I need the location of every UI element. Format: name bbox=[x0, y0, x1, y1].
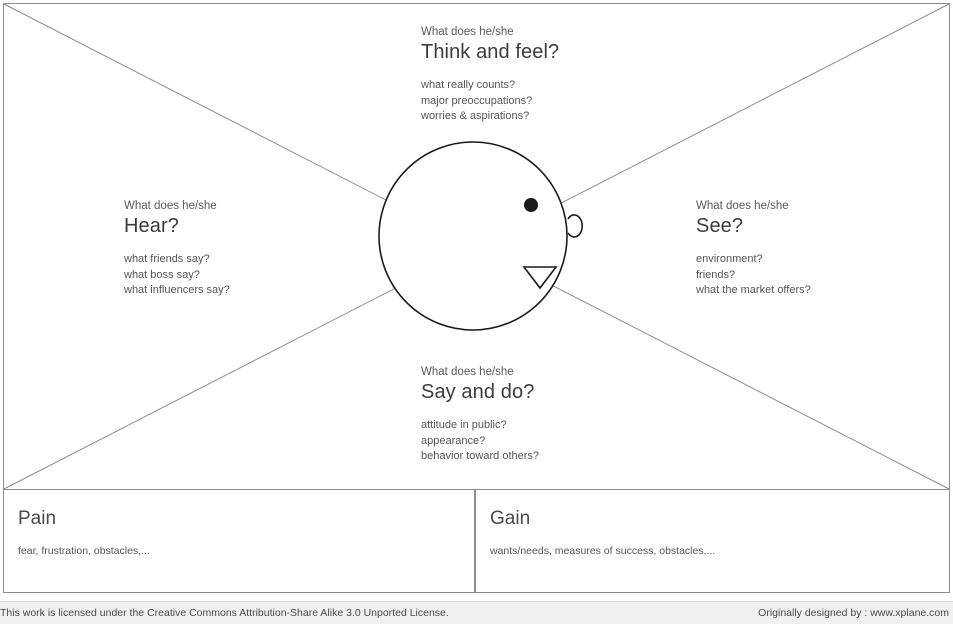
pain-title: Pain bbox=[18, 508, 57, 529]
quadrant-title: Hear? bbox=[124, 215, 179, 238]
prompt-line: what influencers say? bbox=[124, 283, 230, 296]
prompt-line: worries & aspirations? bbox=[421, 109, 530, 122]
quadrant-kicker: What does he/she bbox=[421, 366, 514, 378]
prompt-line: what friends say? bbox=[124, 253, 210, 266]
license-text: This work is licensed under the Creative Commons Attribution-Share Alike 3.0 Unported License. bbox=[0, 607, 449, 619]
prompt-line: what really counts? bbox=[421, 79, 516, 92]
gain-subtitle: wants/needs, measures of success, obstacles,... bbox=[490, 545, 716, 557]
quadrant-see bbox=[696, 199, 811, 298]
quadrant-title: See? bbox=[696, 215, 744, 238]
prompt-line: friends? bbox=[696, 268, 736, 281]
prompt-line: environment? bbox=[696, 253, 763, 266]
quadrant-prompts bbox=[696, 252, 811, 298]
quadrant-title: Say and do? bbox=[421, 381, 535, 404]
pain-box bbox=[3, 489, 475, 593]
quadrant-hear bbox=[124, 199, 230, 298]
quadrant-kicker: What does he/she bbox=[124, 200, 217, 212]
prompt-line: what boss say? bbox=[124, 268, 200, 281]
quadrant-prompts bbox=[421, 78, 559, 124]
credit-text: Originally designed by : www.xplane.com bbox=[758, 607, 949, 619]
quadrant-kicker: What does he/she bbox=[421, 26, 514, 38]
prompt-line: what the market offers? bbox=[696, 283, 811, 296]
prompt-line: attitude in public? bbox=[421, 419, 507, 432]
quadrant-prompts bbox=[421, 418, 539, 464]
prompt-line: appearance? bbox=[421, 434, 486, 447]
pain-subtitle: fear, frustration, obstacles,... bbox=[18, 545, 150, 557]
quadrant-say-and-do bbox=[421, 365, 539, 464]
quadrant-prompts bbox=[124, 252, 230, 298]
footer-bar bbox=[0, 601, 953, 624]
gain-box bbox=[475, 489, 950, 593]
quadrant-title: Think and feel? bbox=[421, 41, 560, 64]
prompt-line: major preoccupations? bbox=[421, 94, 533, 107]
quadrant-kicker: What does he/she bbox=[696, 200, 789, 212]
gain-title: Gain bbox=[490, 508, 531, 529]
quadrant-think-and-feel bbox=[421, 25, 559, 124]
prompt-line: behavior toward others? bbox=[421, 449, 540, 462]
